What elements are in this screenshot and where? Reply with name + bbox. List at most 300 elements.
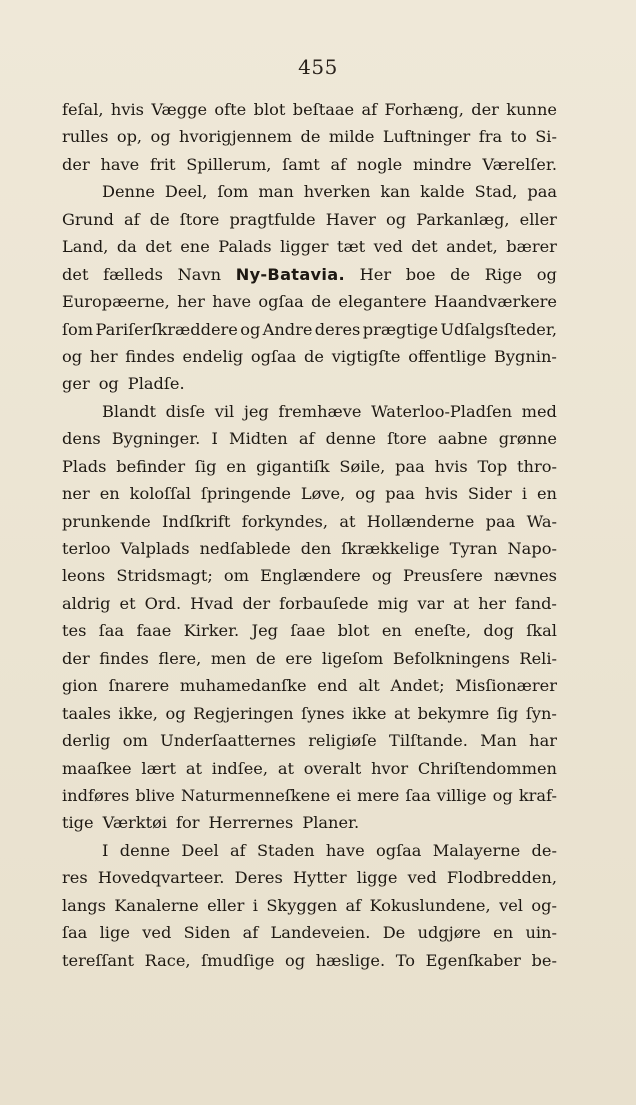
word: der bbox=[62, 154, 90, 174]
word: flere, bbox=[158, 648, 202, 668]
word: og bbox=[62, 346, 83, 366]
word: andet, bbox=[446, 237, 498, 257]
word: ſig bbox=[194, 456, 217, 476]
word: og bbox=[536, 264, 557, 284]
word: Denne bbox=[102, 182, 155, 202]
word: de bbox=[255, 648, 276, 668]
word: ogſaa bbox=[375, 840, 422, 860]
word: ſaa bbox=[405, 785, 431, 805]
word: blive bbox=[135, 785, 175, 805]
word: religiøſe bbox=[308, 731, 377, 751]
text-line bbox=[62, 700, 557, 727]
word: Englændere bbox=[260, 566, 361, 586]
word: Søile, bbox=[339, 456, 386, 476]
word: Reli- bbox=[519, 648, 557, 668]
word: indføres bbox=[62, 785, 130, 805]
word: Befolkningens bbox=[392, 648, 510, 668]
word: et bbox=[119, 593, 136, 613]
word: Spillerum, bbox=[186, 154, 272, 174]
text-line bbox=[62, 178, 557, 205]
word: det bbox=[411, 237, 438, 257]
word: Europæerne, bbox=[62, 292, 170, 312]
word: ſamt bbox=[282, 154, 320, 174]
word: af bbox=[230, 840, 246, 860]
word: tes bbox=[62, 621, 87, 641]
word: i bbox=[252, 895, 258, 915]
word: indſee, bbox=[211, 758, 269, 778]
word: dens bbox=[62, 429, 101, 449]
text-line bbox=[62, 919, 557, 946]
word: bekymre bbox=[417, 703, 490, 723]
text-line bbox=[62, 425, 557, 452]
word: var bbox=[417, 593, 445, 613]
word: ikke bbox=[352, 703, 387, 723]
word: Løve, bbox=[300, 484, 346, 504]
word: ogſaa bbox=[250, 346, 297, 366]
text-line bbox=[62, 727, 557, 754]
word: langs bbox=[62, 895, 106, 915]
word: muhamedanſke bbox=[179, 676, 307, 696]
word: Forhæng, bbox=[384, 100, 464, 119]
word: gion bbox=[62, 676, 98, 696]
word: Underſaatternes bbox=[160, 731, 296, 751]
word: beſtaae bbox=[292, 100, 355, 119]
word: bærer bbox=[506, 237, 557, 257]
word: ere bbox=[285, 648, 313, 668]
word: thro- bbox=[517, 456, 557, 476]
word: Siden bbox=[183, 923, 231, 943]
word: og bbox=[492, 785, 513, 805]
word: Hvad bbox=[190, 593, 234, 613]
word: Herrernes bbox=[208, 813, 294, 833]
text-line bbox=[62, 947, 557, 974]
word: om bbox=[122, 731, 148, 751]
word: en bbox=[381, 621, 402, 641]
word: elegantere bbox=[338, 292, 427, 312]
word: be- bbox=[531, 950, 557, 970]
word: vel bbox=[499, 895, 523, 915]
word: Andre bbox=[262, 319, 313, 339]
word: villige bbox=[436, 785, 487, 805]
word: at bbox=[277, 758, 294, 778]
text-line bbox=[62, 782, 557, 809]
word: af bbox=[345, 895, 362, 915]
word: endelig bbox=[182, 346, 244, 366]
word: ſaa bbox=[62, 923, 88, 943]
word: eller bbox=[519, 209, 557, 229]
word: og bbox=[165, 703, 186, 723]
word: Bygninger. bbox=[111, 429, 201, 449]
word: De bbox=[382, 923, 406, 943]
word: ſkrækkelige bbox=[341, 539, 440, 558]
word: I bbox=[102, 840, 109, 860]
word: her bbox=[177, 292, 205, 312]
word: Top bbox=[477, 456, 508, 476]
word: mindre bbox=[412, 154, 472, 174]
word: Land, bbox=[62, 237, 109, 257]
word: Ny-Batavia. bbox=[235, 264, 345, 284]
word: Hollænderne bbox=[366, 511, 475, 531]
word: ſnarere bbox=[108, 676, 170, 696]
word: alt bbox=[358, 676, 380, 696]
text-line bbox=[62, 837, 557, 864]
text-line bbox=[62, 261, 557, 288]
word: Kokuslundene, bbox=[369, 895, 491, 915]
word: findes bbox=[99, 648, 149, 668]
word: mere bbox=[357, 785, 400, 805]
word: feſal, bbox=[62, 100, 104, 119]
word: Tilſtande. bbox=[389, 731, 468, 751]
word: prunkende bbox=[62, 511, 151, 531]
word: findes bbox=[125, 346, 175, 366]
word: denne bbox=[325, 429, 377, 449]
word: Wa- bbox=[526, 511, 557, 531]
word: ved bbox=[142, 923, 172, 943]
word: med bbox=[521, 401, 557, 421]
word: Andet; bbox=[390, 676, 445, 696]
word: Her bbox=[359, 264, 392, 284]
word: ſtore bbox=[179, 209, 220, 229]
word: Landeveien. bbox=[270, 923, 371, 943]
word: frit bbox=[150, 154, 176, 174]
word: Kirker. bbox=[183, 621, 240, 641]
word: offentlige bbox=[408, 346, 487, 366]
word: dog bbox=[483, 621, 514, 641]
word: og bbox=[285, 950, 306, 970]
word: der bbox=[242, 593, 271, 613]
word: pragtfulde bbox=[229, 209, 316, 229]
word: de- bbox=[531, 840, 557, 860]
word: Tyran bbox=[449, 539, 498, 558]
word: res bbox=[62, 868, 88, 888]
word: boe bbox=[405, 264, 436, 284]
word: man bbox=[258, 182, 294, 202]
text-line bbox=[62, 508, 557, 535]
word: prægtige bbox=[362, 319, 439, 339]
word: grønne bbox=[498, 429, 557, 449]
text-line bbox=[62, 453, 557, 480]
word: ſaae bbox=[290, 621, 326, 641]
word: Vægge bbox=[151, 100, 208, 119]
word: Indſkrift bbox=[162, 511, 231, 531]
text-line bbox=[62, 233, 557, 260]
word: ligger bbox=[280, 237, 329, 257]
word: to bbox=[510, 127, 527, 147]
word: paa bbox=[395, 456, 425, 476]
word: Bygnin- bbox=[494, 346, 557, 366]
word: hvorigjennem bbox=[179, 127, 293, 147]
word: Rige bbox=[484, 264, 523, 284]
word: hvor bbox=[371, 758, 409, 778]
word: Si- bbox=[535, 127, 557, 147]
word: ſom bbox=[217, 182, 249, 202]
word: af bbox=[123, 209, 140, 229]
word: og- bbox=[531, 895, 557, 915]
word: ligeſom bbox=[321, 648, 384, 668]
word: Plads bbox=[62, 456, 107, 476]
word: uin- bbox=[525, 923, 557, 943]
word: leons bbox=[62, 566, 106, 586]
word: og bbox=[98, 374, 119, 394]
word: Kanalerne bbox=[114, 895, 199, 915]
word: koloſſal bbox=[129, 484, 191, 504]
word: forbauſede bbox=[279, 593, 369, 613]
text-line bbox=[62, 123, 557, 150]
text-line bbox=[62, 316, 557, 343]
word: en bbox=[226, 456, 247, 476]
word: Egenſkaber bbox=[425, 950, 521, 970]
word: Jeg bbox=[251, 621, 279, 641]
word: tereſſant bbox=[62, 950, 134, 970]
word: ner bbox=[62, 484, 90, 504]
word: denne bbox=[119, 840, 171, 860]
word: ger bbox=[62, 374, 90, 394]
text-line bbox=[62, 617, 557, 644]
word: ofte bbox=[214, 100, 247, 119]
word: her bbox=[89, 346, 118, 366]
word: at bbox=[393, 703, 411, 723]
text-line bbox=[62, 809, 557, 836]
word: blot bbox=[337, 621, 370, 641]
text-line bbox=[62, 892, 557, 919]
word: vigtigſte bbox=[331, 346, 401, 366]
word: mig bbox=[377, 593, 409, 613]
word: Midten bbox=[229, 429, 288, 449]
word: ſom bbox=[62, 319, 94, 339]
page-number: 455 bbox=[298, 55, 338, 79]
word: Preusſere bbox=[402, 566, 483, 586]
word: og bbox=[386, 209, 407, 229]
text-line bbox=[62, 398, 557, 425]
word: tæt bbox=[336, 237, 366, 257]
word: kraf- bbox=[518, 785, 557, 805]
word: at bbox=[339, 511, 356, 531]
word: Pladſe. bbox=[127, 374, 185, 394]
text-line bbox=[62, 343, 557, 370]
word: ikke, bbox=[118, 703, 158, 723]
text-line bbox=[62, 96, 557, 123]
word: eneſte, bbox=[414, 621, 472, 641]
word: ſkal bbox=[526, 621, 557, 641]
word: Sider bbox=[467, 484, 512, 504]
word: hvis bbox=[110, 100, 144, 119]
word: det bbox=[145, 237, 172, 257]
text-line bbox=[62, 480, 557, 507]
word: de bbox=[300, 127, 321, 147]
word: ogſaa bbox=[258, 292, 304, 312]
word: ſaa bbox=[98, 621, 125, 641]
word: at bbox=[185, 758, 202, 778]
word: Haver bbox=[325, 209, 376, 229]
word: Planer. bbox=[302, 813, 360, 833]
word: Navn bbox=[177, 264, 222, 284]
word: ligge bbox=[356, 868, 398, 888]
word: fremhæve bbox=[278, 401, 362, 421]
word: Luftninger bbox=[382, 127, 471, 147]
word: og bbox=[371, 566, 392, 586]
text-line bbox=[62, 535, 557, 562]
word: ſtore bbox=[387, 429, 427, 449]
word: have bbox=[212, 292, 252, 312]
word: paa bbox=[527, 182, 557, 202]
word: ſig bbox=[496, 703, 519, 723]
word: ſpringende bbox=[200, 484, 291, 504]
word: Flodbredden, bbox=[446, 868, 557, 888]
word: fælleds bbox=[103, 264, 163, 284]
word: en bbox=[536, 484, 557, 504]
word: her bbox=[478, 593, 506, 613]
word: ſynes bbox=[301, 703, 345, 723]
text-line bbox=[62, 864, 557, 891]
word: Værktøi bbox=[102, 813, 168, 833]
word: maaſkee bbox=[62, 758, 132, 778]
word: Blandt bbox=[102, 401, 157, 421]
word: vil bbox=[214, 401, 235, 421]
word: befinder bbox=[116, 456, 186, 476]
word: To bbox=[395, 950, 415, 970]
word: Pariſerſkræddere bbox=[95, 319, 238, 339]
word: paa bbox=[485, 511, 516, 531]
word: eller bbox=[207, 895, 245, 915]
word: Misſionærer bbox=[455, 676, 557, 696]
text-line bbox=[62, 645, 557, 672]
word: aabne bbox=[437, 429, 488, 449]
word: hvis bbox=[434, 456, 468, 476]
word: Chriſtendommen bbox=[417, 758, 557, 778]
word: ved bbox=[407, 868, 437, 888]
word: Malayerne bbox=[432, 840, 521, 860]
text-line bbox=[62, 672, 557, 699]
word: Værelſer. bbox=[482, 154, 557, 174]
word: Deel, bbox=[164, 182, 208, 202]
word: om bbox=[223, 566, 249, 586]
word: Deres bbox=[234, 868, 283, 888]
word: ved bbox=[373, 237, 403, 257]
word: jeg bbox=[243, 401, 269, 421]
word: Stridsmagt; bbox=[116, 566, 213, 586]
word: Hytter bbox=[293, 868, 347, 888]
word: det bbox=[62, 264, 89, 284]
word: en bbox=[99, 484, 120, 504]
word: og bbox=[355, 484, 376, 504]
word: Hovedqvarteer. bbox=[97, 868, 225, 888]
word: Valplads bbox=[120, 539, 190, 558]
word: Waterloo-Pladſen bbox=[371, 401, 512, 421]
word: milde bbox=[328, 127, 375, 147]
word: ſmudſige bbox=[201, 950, 275, 970]
word: Ord. bbox=[144, 593, 182, 613]
word: af bbox=[330, 154, 347, 174]
text-line bbox=[62, 206, 557, 233]
word: der bbox=[471, 100, 499, 119]
word: taales bbox=[62, 703, 111, 723]
word: op, bbox=[116, 127, 143, 147]
word: at bbox=[453, 593, 470, 613]
word: nævnes bbox=[493, 566, 557, 586]
word: Deel bbox=[181, 840, 219, 860]
text-line bbox=[62, 755, 557, 782]
word: faae bbox=[136, 621, 172, 641]
word: lært bbox=[141, 758, 177, 778]
word: har bbox=[529, 731, 557, 751]
word: ei bbox=[336, 785, 352, 805]
word: derlig bbox=[62, 731, 111, 751]
word: Skyggen bbox=[266, 895, 338, 915]
word: der bbox=[62, 648, 90, 668]
word: kunne bbox=[506, 100, 557, 119]
text-line bbox=[62, 590, 557, 617]
word: Man bbox=[480, 731, 517, 751]
word: hverken bbox=[303, 182, 371, 202]
word: rulles bbox=[62, 127, 109, 147]
word: de bbox=[149, 209, 170, 229]
text-line bbox=[62, 288, 557, 315]
word: i bbox=[521, 484, 528, 504]
word: hvis bbox=[424, 484, 458, 504]
word: Regjeringen bbox=[193, 703, 294, 723]
word: men bbox=[210, 648, 247, 668]
word: da bbox=[116, 237, 137, 257]
text-line bbox=[62, 562, 557, 589]
word: paa bbox=[385, 484, 415, 504]
word: Haandværkere bbox=[433, 292, 557, 312]
word: deres bbox=[314, 319, 361, 339]
word: Palads bbox=[218, 237, 272, 257]
word: Naturmenneſkene bbox=[180, 785, 331, 805]
word: aldrig bbox=[62, 593, 111, 613]
word: udgjøre bbox=[417, 923, 481, 943]
word: nedſablede bbox=[199, 539, 291, 558]
text-line bbox=[62, 370, 557, 397]
word: og bbox=[150, 127, 171, 147]
word: forkyndes, bbox=[241, 511, 328, 531]
word: hæslige. bbox=[315, 950, 386, 970]
word: blot bbox=[253, 100, 286, 119]
word: I bbox=[211, 429, 218, 449]
word: Stad, bbox=[474, 182, 518, 202]
word: disſe bbox=[165, 401, 206, 421]
word: fra bbox=[478, 127, 503, 147]
word: den bbox=[300, 539, 332, 558]
word: tige bbox=[62, 813, 94, 833]
word: have bbox=[325, 840, 365, 860]
word: lige bbox=[99, 923, 130, 943]
word: af bbox=[242, 923, 259, 943]
word: kalde bbox=[420, 182, 465, 202]
word: og bbox=[240, 319, 261, 339]
word: ſyn- bbox=[525, 703, 557, 723]
word: de bbox=[304, 346, 324, 366]
word: nogle bbox=[356, 154, 403, 174]
word: for bbox=[176, 813, 200, 833]
body-text bbox=[62, 96, 557, 974]
word: de bbox=[450, 264, 471, 284]
word: Grund bbox=[62, 209, 114, 229]
word: Napo- bbox=[507, 539, 557, 558]
word: af bbox=[298, 429, 315, 449]
word: overalt bbox=[303, 758, 362, 778]
word: terloo bbox=[62, 539, 111, 558]
word: af bbox=[361, 100, 378, 119]
word: ene bbox=[180, 237, 210, 257]
word: have bbox=[100, 154, 140, 174]
text-line bbox=[62, 151, 557, 178]
word: de bbox=[311, 292, 332, 312]
word: gigantiſk bbox=[256, 456, 330, 476]
word: kan bbox=[380, 182, 411, 202]
word: en bbox=[493, 923, 514, 943]
word: Udſalgsſteder, bbox=[440, 319, 557, 339]
